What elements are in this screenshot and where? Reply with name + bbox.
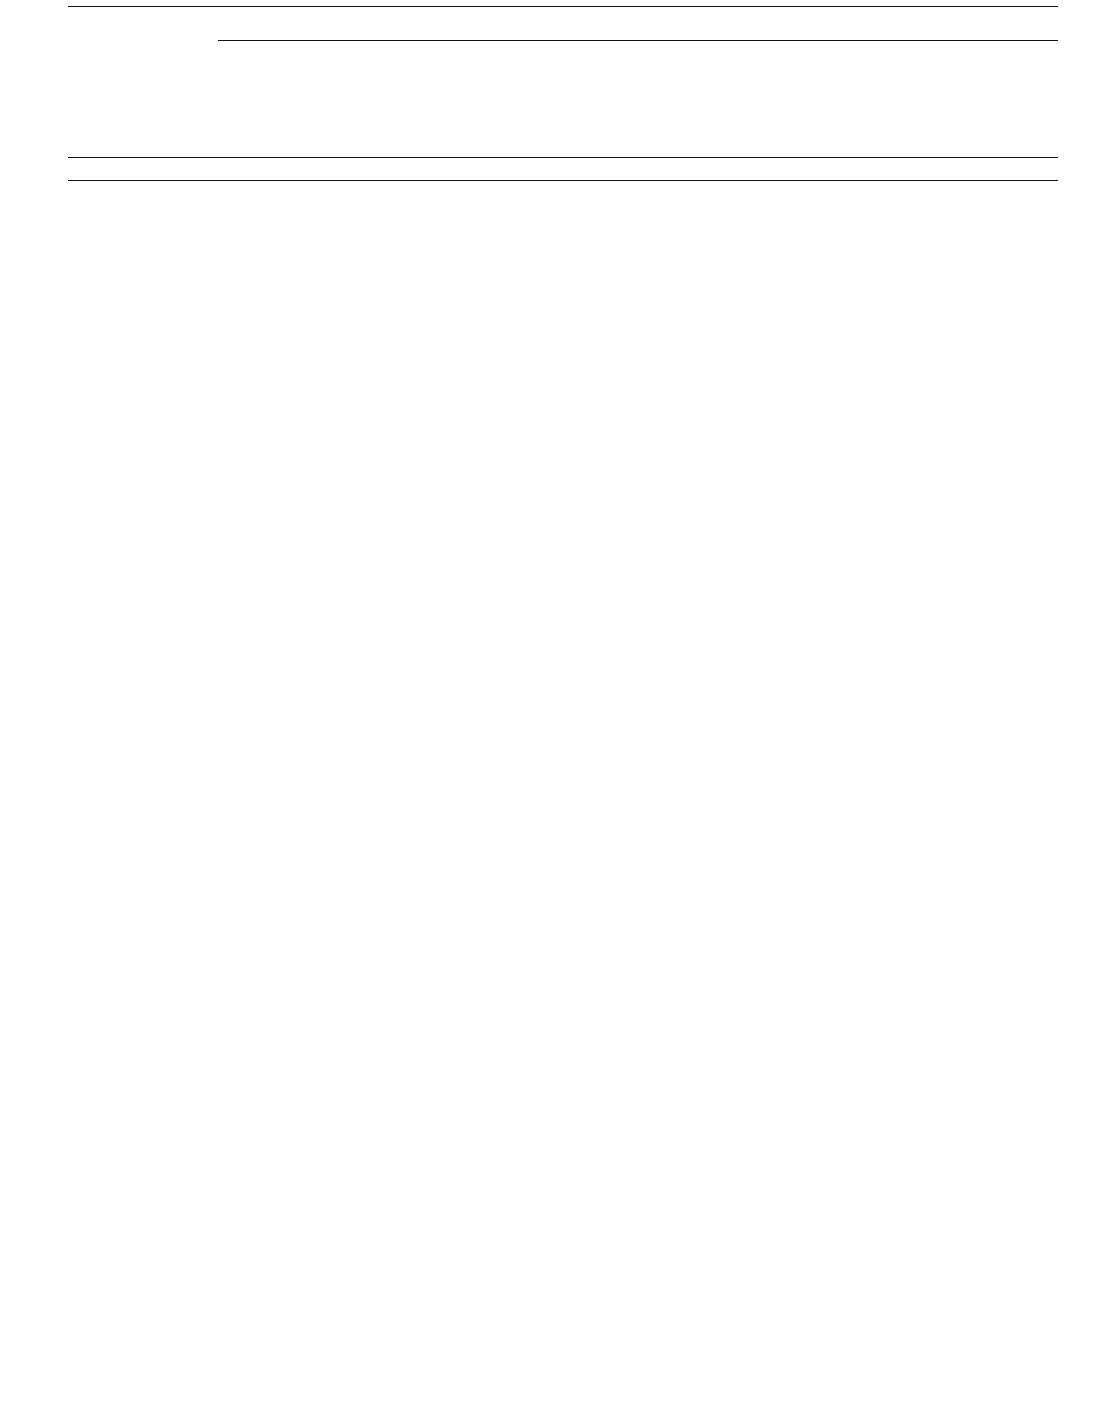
top-rule (68, 6, 1058, 7)
numbers-bottom-rule (68, 180, 1058, 181)
header-bottom-rule (68, 157, 1058, 158)
szakok-rule (218, 40, 1058, 41)
